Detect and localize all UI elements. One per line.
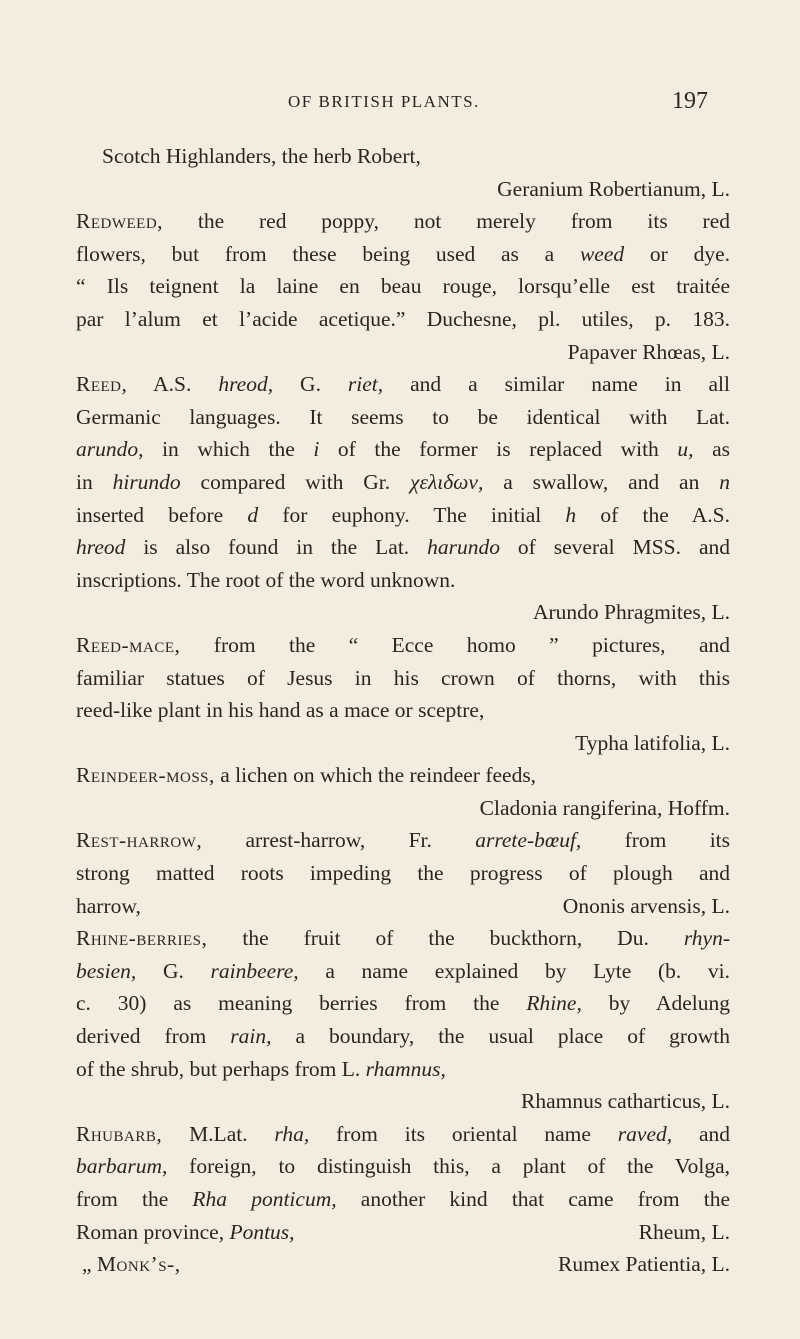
entry-reindeer-moss xyxy=(76,759,730,824)
text-line: flowers, but from these being used as a weed or dye. xyxy=(76,241,730,266)
page-number: 197 xyxy=(672,88,708,114)
text-line: hreod is also found in the Lat. harundo of several MSS. and xyxy=(76,535,730,560)
latin-name: Cladonia rangiferina, Hoffm. xyxy=(479,795,730,820)
latin-name: Rhamnus catharticus, L. xyxy=(521,1089,730,1114)
latin-name: Ononis arvensis, L. xyxy=(562,893,730,918)
latin-name: Rumex Patientia, L. xyxy=(558,1252,730,1277)
text-line: besien, G. rainbeere, a name explained by Lyte (b. vi. xyxy=(76,958,730,983)
text-line: Reed, A.S. hreod, G. riet, and a similar name in all xyxy=(76,372,730,397)
latin-name: Papaver Rhœas, L. xyxy=(567,339,730,364)
headword: Rhubarb, xyxy=(76,1121,163,1146)
text-line: of the shrub, but perhaps from L. rhamnus, xyxy=(76,1056,446,1081)
ditto-mark: „ xyxy=(82,1252,92,1277)
headword: Reed-mace, xyxy=(76,632,181,657)
headword: Reed, xyxy=(76,372,128,397)
entry-rhubarb xyxy=(76,1118,730,1248)
text-line: Rhubarb, M.Lat. rha, from its oriental name raved, and xyxy=(76,1121,730,1146)
text-line: derived from rain, a boundary, the usual place of growth xyxy=(76,1024,731,1049)
glossary-text xyxy=(76,140,730,1281)
text-line: c. 30) as meaning berries from the Rhine, by Adelung xyxy=(76,991,731,1016)
running-title: OF BRITISH PLANTS. xyxy=(288,92,480,111)
headword: Redweed, xyxy=(76,209,164,234)
entry-reed xyxy=(76,368,730,629)
text-line: inserted before d for euphony. The initial h of the A.S. xyxy=(76,502,730,527)
text-line: Redweed, the red poppy, not merely from its red xyxy=(76,209,730,234)
entry-continuation xyxy=(76,140,730,205)
text-line: Roman province, Pontus, Rheum, L. xyxy=(76,1216,730,1249)
headword: Reindeer-moss, xyxy=(76,763,215,788)
text-line: from the Rha ponticum, another kind that came from the xyxy=(76,1187,730,1211)
headword: Monk’s-, xyxy=(96,1252,181,1277)
text-line: familiar statues of Jesus in his crown of thorns, with this xyxy=(76,665,730,690)
text-line: Scotch Highlanders, the herb Robert, xyxy=(102,144,421,168)
entry-rhine-berries xyxy=(76,922,730,1118)
latin-name: Rheum, L. xyxy=(638,1219,730,1244)
text-line: Rhine-berries, the fruit of the buckthorn, Du. rhyn- xyxy=(76,926,730,951)
page-header xyxy=(0,88,800,122)
text-line: arundo, in which the i of the former is replaced with u, as xyxy=(76,437,730,462)
entry-reed-mace xyxy=(76,629,730,759)
text-line: Reindeer-moss, a lichen on which the reindeer feeds, xyxy=(76,763,537,788)
text-line: Rest-harrow, arrest-harrow, Fr. arrete-bœuf, from its xyxy=(76,828,731,853)
text-line: reed-like plant in his hand as a mace or sceptre, xyxy=(76,698,485,723)
latin-name: Geranium Robertianum, L. xyxy=(497,176,730,201)
text-line: par l’alum et l’acide acetique.” Duchesne, pl. utiles, p. 183. xyxy=(76,306,730,331)
text-line: in hirundo compared with Gr. χελιδων, a swallow, and an n xyxy=(76,469,730,494)
text-line: barbarum, foreign, to distinguish this, a plant of the Volga, xyxy=(76,1154,730,1179)
entry-rest-harrow xyxy=(76,824,730,922)
text-line: harrow, Ononis arvensis, L. xyxy=(76,890,730,923)
text-line: Germanic languages. It seems to be identical with Lat. xyxy=(76,404,730,429)
latin-name: Arundo Phragmites, L. xyxy=(532,600,730,625)
headword: Rest-harrow, xyxy=(76,828,203,853)
text-line: strong matted roots impeding the progress of plough and xyxy=(76,861,730,886)
text-line: “ Ils teignent la laine en beau rouge, lorsqu’elle est traitée xyxy=(76,274,730,299)
text-line: Reed-mace, from the “ Ecce homo ” pictures, and xyxy=(76,632,730,657)
text-line: inscriptions. The root of the word unknown. xyxy=(76,567,456,592)
entry-redweed xyxy=(76,205,730,368)
text-line xyxy=(76,1248,730,1281)
headword: Rhine-berries, xyxy=(76,926,208,951)
latin-name: Typha latifolia, L. xyxy=(575,730,730,755)
entry-monks-rhubarb xyxy=(76,1248,730,1281)
